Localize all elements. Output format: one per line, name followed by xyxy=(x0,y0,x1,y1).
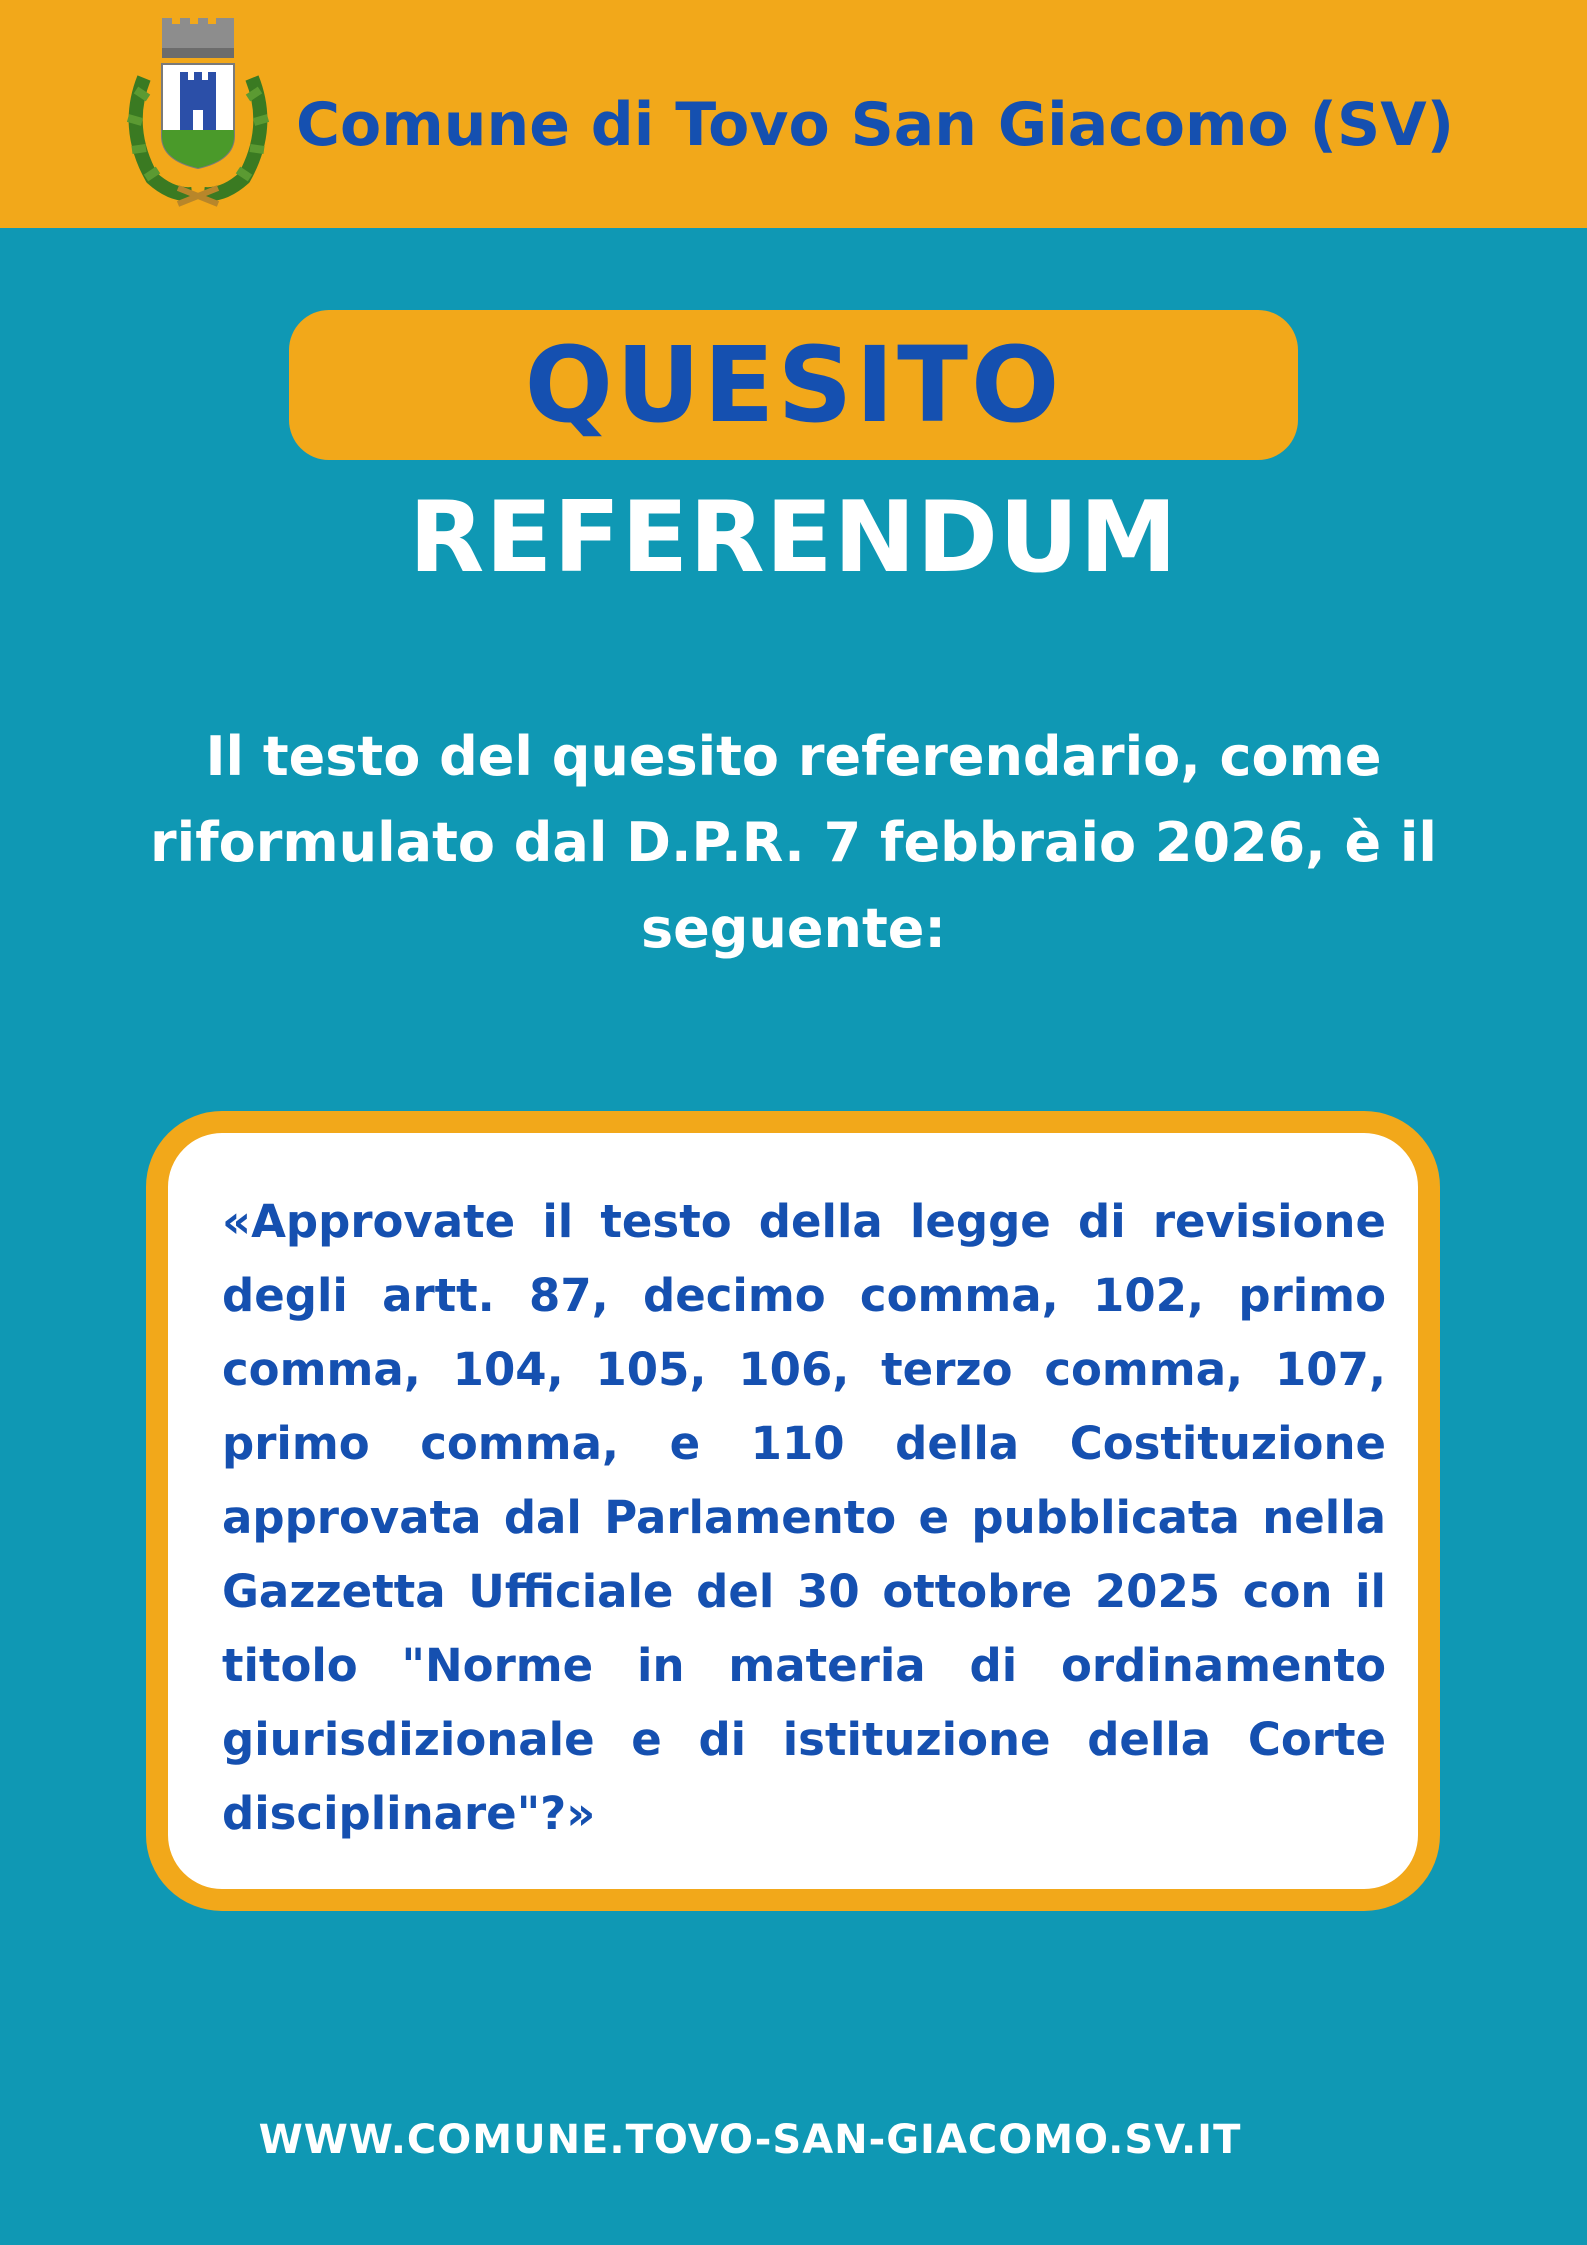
intro-text: Il testo del quesito referendario, come riformulato dal D.P.R. 7 febbraio 2026, è il seguente: xyxy=(150,725,1437,960)
coat-of-arms-icon xyxy=(122,18,274,208)
website-url: WWW.COMUNE.TOVO-SAN-GIACOMO.SV.IT xyxy=(258,2117,1242,2163)
quesito-banner xyxy=(289,310,1298,460)
header-bar xyxy=(0,0,1587,228)
banner-label: QUESITO xyxy=(524,324,1063,446)
municipality-title: Comune di Tovo San Giacomo (SV) xyxy=(296,90,1455,160)
referendum-question-text: «Approvate il testo della legge di revisione degli artt. 87, decimo comma, 102, primo comma, 104, 105, 106, terzo comma, 107, primo comma, e 110 della Costituzione approvata dal Parlamento e pubblicata nella Gazzetta Ufficiale del 30 ottobre 2025 con il titolo "Norme in materia di ordinamento giurisdizionale e di istituzione della Corte disciplinare"?» xyxy=(222,1195,1386,1840)
referendum-question-box xyxy=(146,1111,1440,1911)
referendum-subtitle: REFERENDUM xyxy=(408,481,1179,595)
